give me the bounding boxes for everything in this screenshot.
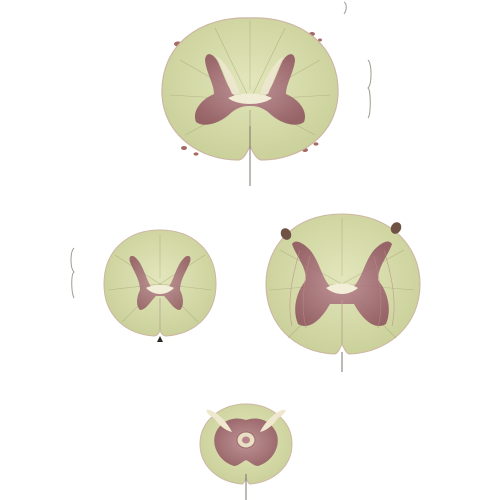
bracket-right-mid: [368, 60, 371, 118]
arrow-marker-thoracic: [157, 336, 163, 342]
bracket-right-upper: [344, 2, 346, 14]
section-thoracic: [104, 230, 216, 342]
section-cervical: [162, 18, 338, 186]
central-canal-core-sacral: [242, 437, 250, 444]
section-lumbar: [266, 214, 420, 372]
section-sacral: [200, 404, 292, 500]
bracket-left-thoracic: [71, 248, 74, 298]
